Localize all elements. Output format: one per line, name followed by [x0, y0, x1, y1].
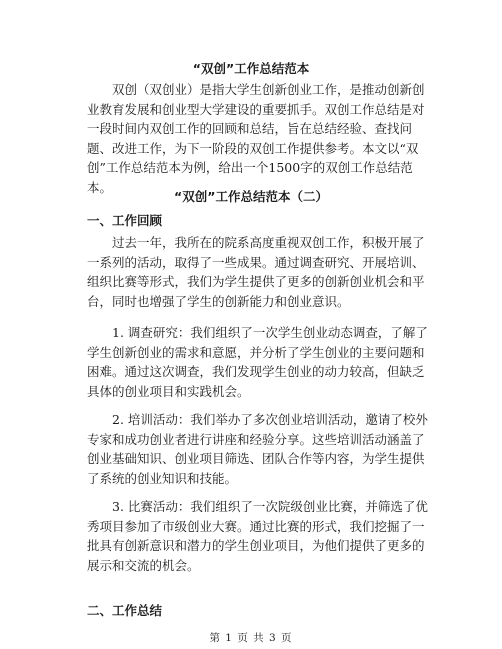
list-item-research: 1. 调查研究：我们组织了一次学生创业动态调查，了解了学生创新创业的需求和意愿，并分析了学生创业的主要问题和困难。通过这次调查，我们发现学生创业的动力较高，但缺乏具体的创业项目和实践机会。: [87, 325, 428, 399]
list-item-training: 2. 培训活动：我们举办了多次创业培训活动，邀请了校外专家和成功创业者进行讲座和经验分享。这些培训活动涵盖了创业基础知识、创业项目筛选、团队合作等内容，为学生提供了系统的创业知识和技能。: [87, 412, 428, 486]
page-footer: 第 1 页 共 3 页: [209, 632, 293, 644]
document-subtitle: “双创”工作总结范本（二）: [174, 189, 328, 204]
section-heading-review: 一、工作回顾: [87, 213, 163, 228]
section-heading-summary: 二、工作总结: [87, 603, 163, 618]
review-paragraph: 过去一年，我所在的院系高度重视双创工作，积极开展了一系列的活动，取得了一些成果。通过调查研究、开展培训、组织比赛等形式，我们为学生提供了更多的创新创业机会和平台，同时也增强了学生的创新能力和创业意识。: [87, 235, 425, 309]
list-item-competition: 3. 比赛活动：我们组织了一次院级创业比赛，并筛选了优秀项目参加了市级创业大赛。通过比赛的形式，我们挖掘了一批具有创新意识和潜力的学生创业项目，为他们提供了更多的展示和交流的机会。: [87, 499, 428, 573]
document-title: “双创”工作总结范本: [192, 61, 310, 76]
intro-paragraph: 双创（双创业）是指大学生创新创业工作，是推动创新创业教育发展和创业型大学建设的重要抓手。双创工作总结是对一段时间内双创工作的回顾和总结，旨在总结经验、查找问题、改进工作，为下一阶段的双创工作提供参考。本文以“双创”工作总结范本为例，给出一个1500字的双创工作总结范本。: [87, 82, 425, 195]
